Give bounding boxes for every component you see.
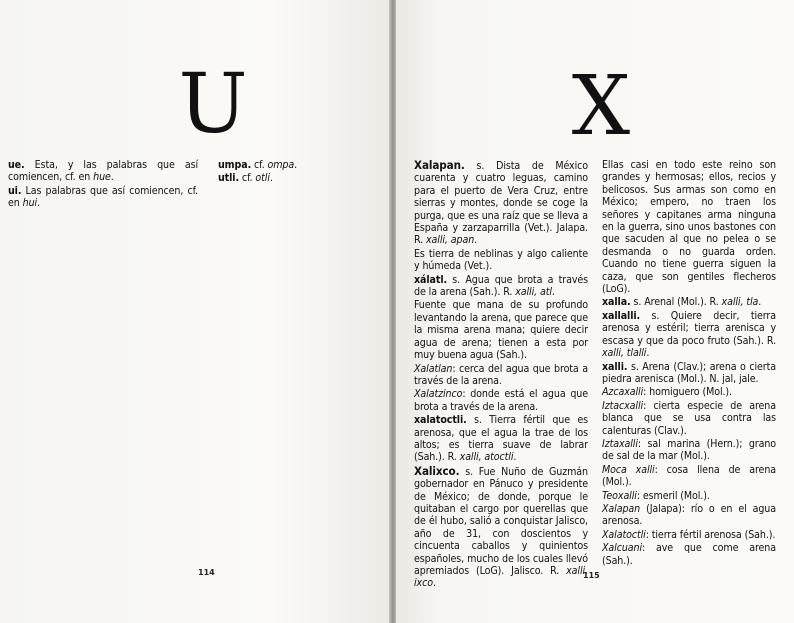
headword: xalatoctli. [414,414,467,427]
page-number: 114 [198,568,215,577]
root: xalli, tlalli [602,347,647,360]
entry-xallalli [602,310,776,360]
punct: . [110,171,114,184]
entry-text: : tierra fértil arenosa (Sah.). [645,528,776,541]
term: Moca xalli [602,463,655,476]
entry-text: s. Quiere decir, tierra arenosa y estéril; tierra arenisca y escasa y que da poco fruto (Sah.). R. [602,309,776,347]
entry-text: : cerca del agua que brota a través de la arena. [414,362,588,387]
cross-reference: ompa [267,159,295,171]
punct: . [646,347,650,360]
section-letter-x: X [571,59,631,154]
entry-xalapan-note: Es tierra de neblinas y algo caliente y húmeda (Vet.). [414,247,588,273]
left-column-1 [8,159,198,211]
entry-text: : sal marina (Hern.); grano de sal de la mar (Mol.). [602,437,776,463]
headword: xallalli. [602,309,641,322]
subentry-iztaxalli [602,438,776,463]
entry-text: Esta, y las palabras que así comiencen, cf. en [8,159,198,184]
term: Iztacxalli [602,399,644,412]
entry-ui [8,185,198,210]
entry-utli [218,172,368,184]
root: xalli, tla [721,296,759,309]
headword: xalli. [602,360,628,373]
subentry-xalcuani [602,542,776,567]
entry-text: : esmeril (Mol.). [636,489,710,502]
punct: . [474,234,478,247]
entry-xalatl [414,274,588,299]
right-column-1 [414,159,588,591]
term: Iztaxalli [602,437,638,450]
entry-xalixco [414,465,588,590]
punct: . [513,451,517,464]
entry-xalixco-cont: Ellas casi en todo este reino son grandes y hermosas; ellos, recios y belicosos. Sus armas son como en México; empero, no traen los señores y capitanes arma ninguna en la guerra, sino unos bastones con que sacuden al que no pelea o se desmanda o no guarda orden. Cuando no tiene guerra siguen la caza, que son gentiles flecheros (LoG). [602,159,776,296]
subentry-xalatzinco [414,388,588,413]
punct: . [294,159,298,171]
headword: umpa. [218,159,252,171]
entry-text: cf. [251,159,268,171]
entry-text: Las palabras que así comiencen, cf. en [8,184,198,210]
entry-ue [8,159,198,184]
cross-reference: otli [255,172,270,185]
entry-text: : cierta especie de arena blanca que se usa contra las calenturas (Clav.). [602,399,776,437]
entry-xalatl-note: Fuente que mana de su profundo levantando la arena, que parece que la misma arena mana; quiere decir agua de arena; tienen a esta por muy buena agua (Sah.). [414,299,588,362]
right-column-2 [602,159,776,568]
subentry-xalatoctli [602,529,776,541]
entry-umpa [218,159,368,171]
right-page [396,0,794,623]
entry-text: : homiguero (Mol.). [643,386,732,399]
punct: . [432,577,436,590]
entry-xalla [602,296,776,308]
entry-text: cf. [239,172,256,185]
left-column-2 [218,159,368,186]
entry-text: s. Tierra fértil que es arenosa, que el agua la trae de los altos; es tierra suave de labrar (Sah.). R. [414,414,588,464]
headword: Xalapan. [414,158,465,172]
entry-text: : cosa llena de arena (Mol.). [602,463,776,489]
entry-text: (Jalapa): río o en el agua arenosa. [602,502,776,528]
subentry-xalatlan [414,363,588,388]
subentry-xalapan [602,503,776,528]
term: Xalatlan [414,362,453,375]
term: Azcaxalli [602,386,644,399]
term: Xalapan [602,502,641,515]
entry-text: s. Dista de México cuarenta y cuatro leguas, camino para el puerto de Vera Cruz, entre sierras y montes, donde se coge la purga, que es una raíz que se lleva a España y zarzaparrilla (Vet.). Jalapa. R. [414,160,588,247]
headword: ui. [8,184,22,197]
term: Xalcuani [602,542,643,555]
headword: xálatl. [414,273,448,286]
entry-text: s. Arenal (Mol.). R. [630,296,722,309]
subentry-teoxalli [602,490,776,502]
root: xalli, apan [426,234,475,247]
root: xalli, atoctli [459,451,514,464]
cross-reference: hue [93,171,111,184]
entry-text: : donde está el agua que brota a través de la arena. [414,388,588,413]
root: xalli, atl [515,286,552,299]
cross-reference: hui [22,197,38,210]
left-page [0,0,390,623]
headword: Xalixco. [414,463,460,478]
section-letter-u: U [178,57,248,152]
subentry-azcaxalli [602,386,776,398]
term: Teoxalli [602,489,637,502]
entry-xalatoctli [414,414,588,464]
page-number: 115 [583,571,600,580]
punct: . [37,197,41,210]
entry-xalapan [414,159,588,247]
subentry-iztacxalli [602,400,776,437]
root: xalli, ixco [414,565,588,590]
punct: . [269,172,273,185]
punct: . [758,296,762,309]
term: Xalatoctli [602,528,646,541]
entry-text: s. Arena (Clav.); arena o cierta piedra arenisca (Mol.). N. jal, jale. [602,360,776,385]
entry-text: : ave que come arena (Sah.). [602,542,776,567]
subentry-mocaxalli [602,464,776,489]
entry-text: s. Agua que brota a través de la arena (Sah.). R. [414,273,588,299]
headword: utli. [218,172,239,185]
headword: xalla. [602,296,631,309]
term: Xalatzinco [414,388,463,401]
entry-xalli [602,361,776,386]
headword: ue. [8,159,25,171]
entry-text: s. Fue Nuño de Guzmán gobernador en Pánuco y presidente de México; de donde, porque le quitaban el cargo por querellas que de él hubo, salió a conquistar Jalisco, año de 31, con doscientos y cincuenta caballos y quinientos españoles, mucho de los cuales llevó apremiados (LoG). Jalisco. R. [414,465,588,577]
punct: . [551,286,555,299]
